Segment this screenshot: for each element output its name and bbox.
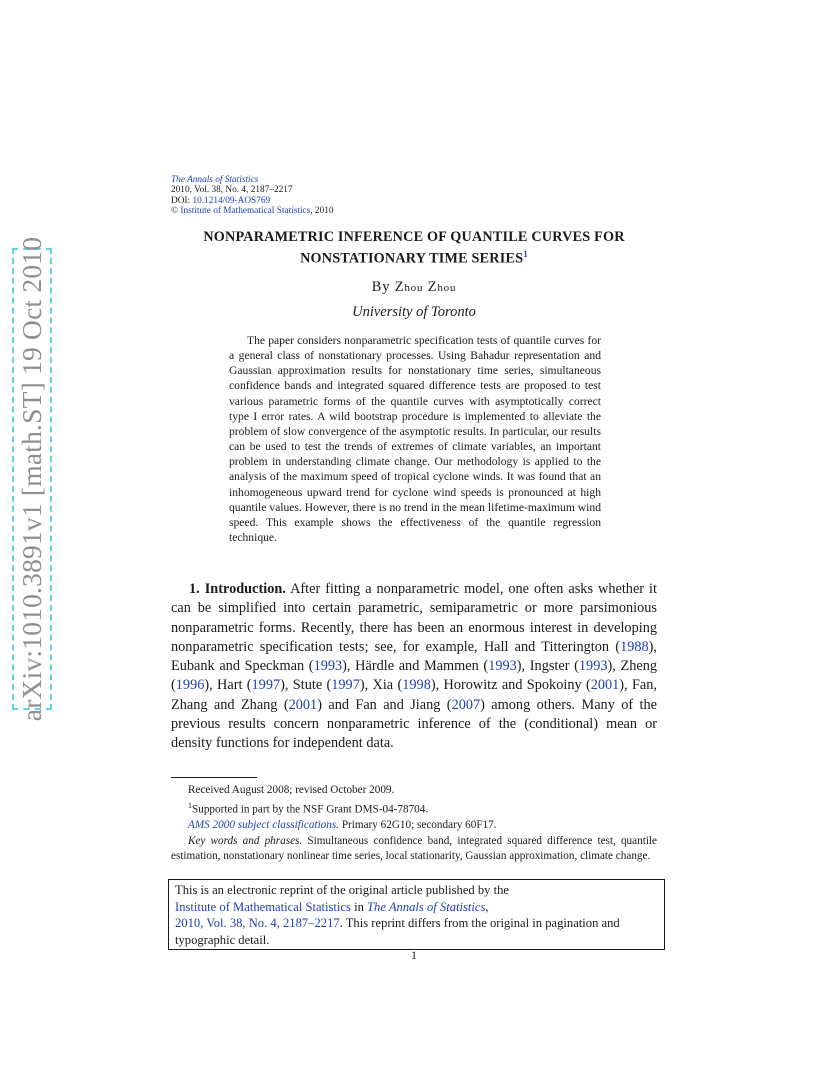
arxiv-identifier: arXiv:1010.3891v1 [math.ST] 19 Oct 2010 — [16, 236, 47, 722]
citation-year-11[interactable]: 2007 — [451, 696, 481, 713]
abstract: The paper considers nonparametric specification tests of quantile curves for a general class of nonstationary processes. Using Bahadur representation and Gaussian approximation results for nonstationary time series, simultaneous confidence bands and integrated squared difference tests are proposed to test various parametric forms of the quantile curves with asymptotically correct type I error rates. A wild bootstrap procedure is implemented to alleviate the problem of slow convergence of the asymptotic results. In particular, our results can be used to test the trends of extremes of climate variables, an important problem in understanding climate change. Our methodology is applied to the analysis of the maximum speed of tropical cyclone winds. It was found that an inhomogeneous upward trend for cyclone wind speeds is pronounced at high quantile values. However, there is no trend in the mean lifetime-maximum wind speed. This example shows the effectiveness of the quantile regression technique. — [229, 334, 601, 545]
reprint-in: in — [350, 899, 368, 914]
support-text: Supported in part by the NSF Grant DMS-04-78704. — [192, 804, 429, 817]
received-note: Received August 2008; revised October 2009. — [188, 784, 395, 796]
reprint-notice — [168, 879, 665, 950]
citation-year-5[interactable]: 1996 — [175, 677, 205, 694]
intro-text-3: ), Härdle and Mammen ( — [342, 658, 489, 675]
intro-text-2: ), Eubank and Speckman ( — [171, 638, 657, 675]
title-line-2 — [160, 246, 668, 268]
footnotes — [171, 783, 657, 864]
author-first-initial: Z — [394, 279, 405, 295]
doi-link[interactable]: 10.1214/09-AOS769 — [192, 195, 271, 206]
affiliation: University of Toronto — [352, 304, 476, 320]
keywords-text: Simultaneous confidence band, integrated squared difference test, quantile estimation, nonstationary nonlinear time series, local stationarity, Gaussian approximation, climate change. — [171, 834, 657, 862]
author-first-rest: hou — [404, 282, 424, 294]
journal-header — [171, 175, 334, 217]
citation-year-8[interactable]: 1998 — [402, 677, 431, 694]
citation-year-1[interactable]: 1988 — [620, 638, 649, 655]
author-last-rest: hou — [437, 282, 457, 294]
keywords-note — [171, 834, 657, 865]
intro-text-7: ), Stute ( — [280, 677, 332, 694]
intro-text-1: After fitting a nonparametric model, one often asks whether it can be simplified into certain parametric, semiparametric or more parsimonious nonparametric forms. Recently, there has been an enormous interest in developing nonparametric specification tests; see, for example, Hall and Titterington ( — [171, 581, 657, 655]
citation-year-4[interactable]: 1993 — [578, 658, 608, 675]
reprint-text-2: . This reprint differs from the original in pagination and typographic detail. — [175, 916, 620, 947]
doi-line — [171, 196, 334, 206]
intro-text-8: ), Xia ( — [359, 677, 403, 694]
copyright-icon: © — [171, 206, 179, 217]
intro-text-4: ), Ingster ( — [516, 658, 579, 675]
intro-text-9: ), Horowitz and Spokoiny ( — [430, 677, 591, 694]
reprint-journal-link[interactable]: The Annals of Statistics — [367, 899, 486, 914]
intro-heading: 1. Introduction. — [189, 581, 286, 597]
citation-year-7[interactable]: 1997 — [331, 677, 360, 694]
footnote-rule — [171, 777, 257, 778]
intro-text-11: ) and Fan and Jiang ( — [317, 696, 452, 713]
ams-note — [171, 818, 657, 833]
ams-link[interactable]: AMS 2000 subject classifications. — [188, 819, 340, 832]
reprint-details-link[interactable]: 2010, Vol. 38, No. 4, 2187–2217 — [175, 916, 340, 930]
citation-year-6[interactable]: 1997 — [251, 677, 281, 694]
ams-text: Primary 62G10; secondary 60F17. — [339, 819, 497, 832]
reprint-institute-link[interactable]: Institute of Mathematical Statistics — [175, 899, 351, 914]
support-note — [171, 798, 657, 818]
citation-year-9[interactable]: 2001 — [590, 677, 620, 694]
citation-year-10[interactable]: 2001 — [288, 696, 318, 713]
reprint-text-1: This is an electronic reprint of the original article published by the — [175, 883, 509, 897]
title-line-2-text: NONSTATIONARY TIME SERIES — [300, 250, 524, 267]
author-by: By — [371, 279, 391, 295]
intro-text-10: ), Fan, Zhang and Zhang ( — [171, 677, 657, 713]
title-line-1: NONPARAMETRIC INFERENCE OF QUANTILE CURVES FOR — [203, 229, 625, 245]
intro-text-12: ) among others. Many of the previous results concern nonparametric inference of the (conditional) mean or density functions for independent data. — [171, 696, 657, 752]
introduction-paragraph — [171, 580, 657, 754]
author-line — [0, 279, 828, 296]
support-mark: 1 — [188, 801, 192, 811]
doi-label: DOI: — [171, 195, 193, 206]
copyright-line — [171, 206, 334, 216]
page-number: 1 — [411, 948, 417, 962]
keywords-label: Key words and phrases. — [188, 834, 303, 847]
intro-text-6: ), Hart ( — [204, 677, 252, 694]
citation-year-3[interactable]: 1993 — [488, 658, 517, 675]
volume-line: 2010, Vol. 38, No. 4, 2187–2217 — [171, 185, 293, 196]
institute-link[interactable]: Institute of Mathematical Statistics — [180, 206, 311, 217]
citation-year-2[interactable]: 1993 — [313, 658, 343, 675]
reprint-comma: , — [485, 899, 489, 914]
author-last-initial: Z — [427, 279, 438, 295]
intro-text-5: ), Zheng ( — [171, 658, 657, 694]
copyright-year: , 2010 — [310, 206, 334, 217]
paper-title — [160, 229, 668, 268]
title-footnote-mark[interactable]: 1 — [523, 249, 528, 259]
journal-name[interactable]: The Annals of Statistics — [171, 175, 259, 185]
